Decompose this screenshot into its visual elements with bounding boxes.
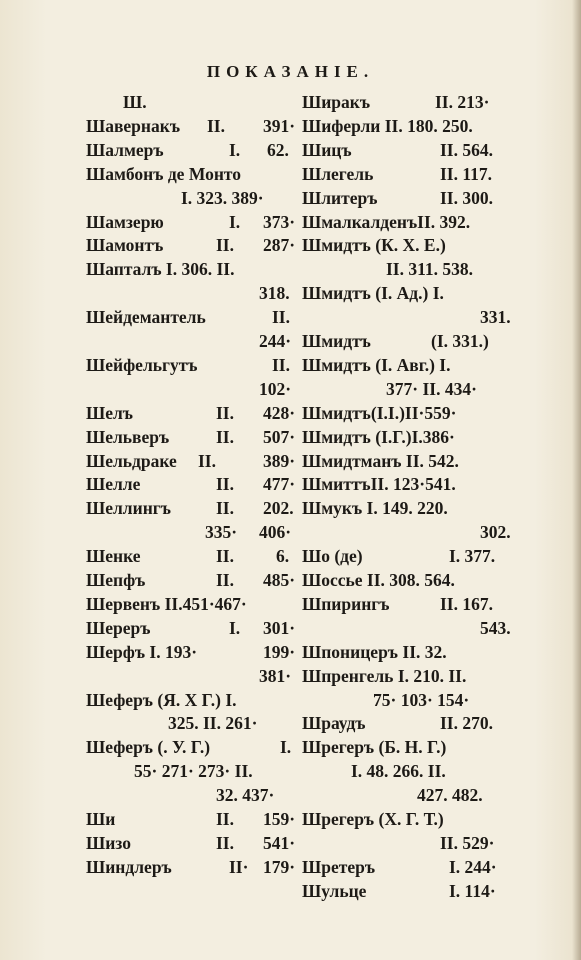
index-entry-text: Шраудъ	[302, 713, 366, 734]
index-entry-text: Шеферъ (Я. Х Г.) I.	[86, 689, 237, 710]
index-entry-text: II. 213·	[435, 92, 490, 112]
index-entry-text: II. 167.	[440, 593, 493, 614]
index-entry-text: Шеферъ (. У. Г.)	[86, 737, 211, 758]
index-entry-text: I.	[229, 139, 241, 160]
index-entry-text: Шпренгель I. 210. II.	[302, 665, 467, 686]
index-entry-text: Шульце	[302, 880, 367, 901]
index-entry-text: 102·	[259, 378, 292, 399]
index-entry-text: Шелле	[86, 474, 141, 495]
index-entry-text: II.	[272, 354, 290, 375]
index-entry-text: 391·	[263, 115, 296, 136]
index-entry-text: II.	[216, 426, 234, 447]
index-entry-text: Шпоницеръ II. 32.	[302, 641, 447, 662]
index-entry-text: 406·	[259, 522, 292, 543]
page-edge-shadow	[572, 0, 581, 960]
index-entry-text: II.	[216, 570, 234, 590]
index-entry-text: 507·	[263, 426, 296, 447]
index-entry-text: II. 270.	[440, 713, 493, 734]
index-entry-text: Шмидтъ	[302, 331, 371, 351]
index-entry-text: ШмалкалденъII. 392.	[302, 211, 471, 232]
index-entry-text: I.	[229, 617, 241, 638]
index-entry-text: Шо (де)	[302, 546, 363, 567]
index-entry-text: Шиндлеръ	[86, 856, 172, 877]
index-entry-text: Ши	[86, 809, 116, 829]
index-entry-text: 32. 437·	[216, 785, 275, 806]
index-entry-text: 485·	[263, 570, 296, 590]
index-entry-text: I. 244·	[449, 856, 497, 877]
index-entry-text: II.	[216, 474, 234, 495]
index-entry-text: 373·	[263, 211, 296, 232]
index-entry-text: Шеллингъ	[86, 498, 171, 519]
index-entry-text: 75· 103· 154·	[373, 689, 470, 710]
index-entry-text: 381·	[259, 665, 292, 686]
index-entry-text: II.	[216, 809, 234, 829]
index-entry-text: I.	[280, 737, 292, 758]
index-entry-text: Шалмеръ	[86, 139, 164, 160]
index-entry-text: 541·	[263, 832, 296, 853]
index-entry-text: 159·	[263, 809, 296, 829]
index-entry-text: II.	[272, 307, 290, 328]
index-entry-text: Шицъ	[302, 139, 352, 160]
index-entry-text: Шмукъ I. 149. 220.	[302, 498, 448, 519]
index-entry-text: 325. II. 261·	[168, 713, 258, 734]
index-entry-text: 428·	[263, 402, 296, 423]
index-entry-text: Шельдраке	[86, 450, 177, 471]
index-entry-text: 244·	[259, 331, 292, 351]
index-entry-text: 179·	[263, 856, 296, 877]
index-entry-text: 62.	[267, 139, 289, 160]
index-entry-text: II.	[216, 402, 234, 423]
index-entry-text: Шмидтманъ II. 542.	[302, 450, 459, 471]
index-entry-text: Шрегеръ (Х. Г. Т.)	[302, 809, 444, 829]
index-entry-text: II.	[216, 235, 234, 256]
index-entry-text: 6.	[276, 546, 290, 567]
index-entry-text: 427. 482.	[417, 785, 483, 806]
index-entry-text: 301·	[263, 617, 296, 638]
index-entry-text: I. 323. 389·	[181, 187, 264, 208]
index-entry-text: Шельверъ	[86, 426, 170, 447]
index-entry-text: II. 117.	[440, 163, 493, 184]
index-entry-text: Шлегель	[302, 163, 374, 184]
index-entry-text: II. 529·	[440, 832, 495, 853]
index-entry-text: Шмидтъ(I.I.)II·559·	[302, 402, 457, 423]
index-entry-text: II.	[198, 450, 216, 471]
page-header: ПОКАЗАНІЕ.	[206, 62, 375, 81]
index-entry-text: ШмиттъII. 123·541.	[302, 474, 456, 495]
index-entry-text: Шепфъ	[86, 570, 146, 590]
index-entry-text: II.	[216, 832, 234, 853]
index-entry-text: Шамонтъ	[86, 235, 164, 256]
index-entry-text: (I. 331.)	[431, 331, 489, 351]
index-entry-text: Шелъ	[86, 402, 134, 423]
index-entry-text: Шретеръ	[302, 856, 376, 877]
index-entry-text: I. 48. 266. II.	[351, 761, 446, 782]
index-entry-text: II.	[216, 498, 234, 519]
index-entry-text: Ширакъ	[302, 92, 371, 112]
index-entry-text: II. 564.	[440, 139, 493, 160]
index-entry-text: 543.	[480, 617, 511, 638]
index-entry-text: 55· 271· 273· II.	[134, 761, 253, 782]
index-entry-text: II. 300.	[440, 187, 493, 208]
index-entry-text: II·	[229, 856, 249, 877]
index-entry-text: 202.	[263, 498, 294, 519]
index-entry-text: I. 114·	[449, 880, 496, 901]
index-entry-text: Шмидтъ (К. Х. Е.)	[302, 235, 446, 256]
index-entry-text: 335·	[205, 522, 238, 543]
index-entry-text: Шмидтъ (I. Ад.) I.	[302, 283, 444, 304]
index-entry-text: Шмидтъ (I. Авг.) I.	[302, 354, 451, 375]
index-entry-text: 302.	[480, 522, 511, 543]
index-entry-text: Шизо	[86, 832, 131, 853]
index-entry-text: Шереръ	[86, 617, 151, 638]
index-entry-text: 318.	[259, 283, 290, 304]
index-entry-text: 377· II. 434·	[386, 378, 477, 399]
index-entry-text: Шамзерю	[86, 211, 164, 232]
index-entry-text: Шерфъ I. 193·	[86, 641, 198, 662]
index-entry-text: Шлитеръ	[302, 187, 378, 208]
index-entry-text: Шамбонъ де Монто	[86, 163, 242, 184]
index-entry-text: Шенке	[86, 546, 141, 567]
index-entry-text: Шапталъ I. 306. II.	[86, 259, 235, 280]
index-entry-text: 287·	[263, 235, 296, 256]
index-entry-text: 477·	[263, 474, 296, 495]
index-entry-text: Шервенъ II.451·467·	[86, 593, 247, 614]
index-entry-text: Шавернакъ	[86, 115, 181, 136]
index-entry-text: II.	[207, 115, 225, 136]
index-entry-text: Шоссье II. 308. 564.	[302, 570, 455, 590]
index-entry-text: Шейдемантель	[86, 307, 206, 328]
index-entry-text: II. 311. 538.	[386, 259, 474, 280]
index-entry-text: Шейфельгутъ	[86, 354, 198, 375]
index-entry-text: 331.	[480, 307, 511, 328]
index-entry-text: Шрегеръ (Б. Н. Г.)	[302, 737, 447, 758]
index-entry-text: Шиферли II. 180. 250.	[302, 115, 473, 136]
index-entry-text: 389·	[263, 450, 296, 471]
index-entry-text: 199·	[263, 641, 296, 662]
index-entry-text: I.	[229, 211, 241, 232]
index-entry-text: Ш.	[123, 92, 147, 112]
index-entry-text: I. 377.	[449, 546, 496, 567]
index-entry-text: Шпирингъ	[302, 593, 390, 614]
index-entry-text: Шмидтъ (I.Г.)I.386·	[302, 426, 455, 447]
index-entry-text: II.	[216, 546, 234, 567]
